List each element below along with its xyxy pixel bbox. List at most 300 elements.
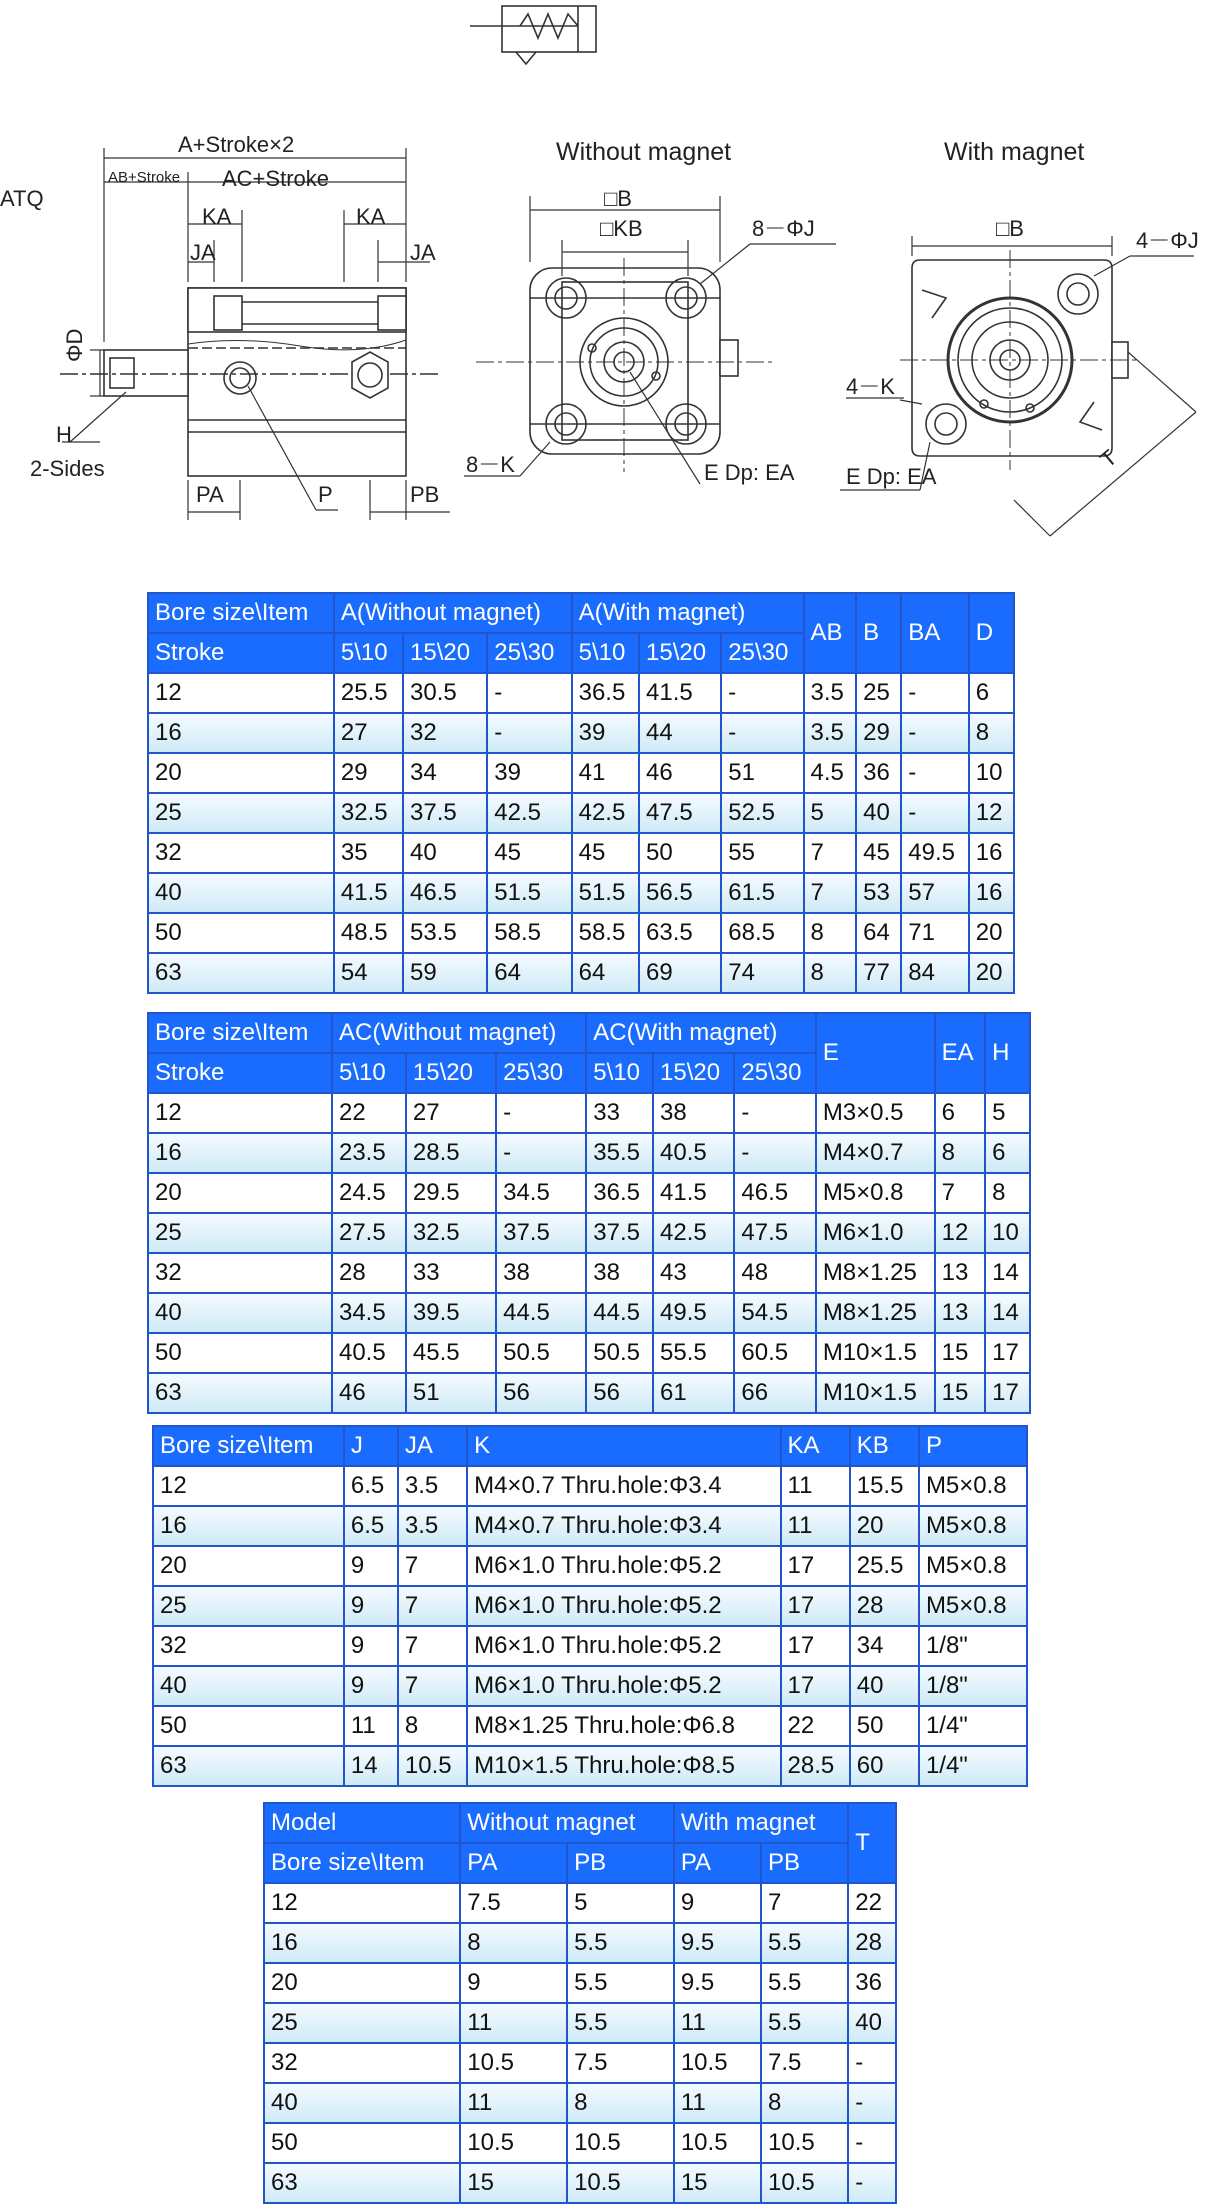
table-cell: 66	[734, 1373, 815, 1413]
table-cell: 45.5	[406, 1333, 496, 1373]
table-cell: 54.5	[734, 1293, 815, 1333]
table-cell: 9	[344, 1586, 398, 1626]
bore-size-cell: 20	[264, 1963, 460, 2003]
header-bore-size: Bore size\Item	[153, 1426, 344, 1466]
bore-size-cell: 20	[148, 753, 334, 793]
table-cell: M10×1.5	[816, 1373, 935, 1413]
table-cell: 1/4"	[919, 1706, 1027, 1746]
table-cell: 57	[901, 873, 968, 913]
dim-ja-left-label: JA	[190, 240, 216, 265]
table-cell: 5	[567, 1883, 674, 1923]
table-cell: M4×0.7 Thru.hole:Φ3.4	[467, 1466, 780, 1506]
table-row	[153, 1706, 1027, 1746]
table-cell: 32	[403, 713, 487, 753]
bore-size-cell: 63	[148, 953, 334, 993]
table-cell: 58.5	[572, 913, 639, 953]
wo-e-dp-label: E Dp: EA	[704, 460, 795, 485]
table-cell: 8	[567, 2083, 674, 2123]
table-cell: 40	[850, 1666, 919, 1706]
table-cell: 51	[406, 1373, 496, 1413]
table-cell: 6.5	[344, 1466, 398, 1506]
header-stroke: Stroke	[148, 1053, 332, 1093]
table-cell: 22	[848, 1883, 896, 1923]
table-cell: 14	[985, 1293, 1030, 1333]
table-row	[264, 2163, 896, 2203]
pneumatic-symbol-icon	[470, 6, 596, 64]
table-row	[264, 2043, 896, 2083]
table-cell: 45	[856, 833, 901, 873]
table-cell: 11	[460, 2083, 567, 2123]
table-cell: 41	[572, 753, 639, 793]
table-cell: -	[848, 2163, 896, 2203]
header-bore-size: Bore size\Item	[148, 593, 334, 633]
header-with-magnet: With magnet	[674, 1803, 848, 1843]
table-row	[148, 953, 1014, 993]
table-row	[153, 1626, 1027, 1666]
table-cell: 69	[639, 953, 721, 993]
table-cell: 7	[761, 1883, 848, 1923]
table-cell: 15	[935, 1333, 986, 1373]
table-cell: 20	[969, 953, 1014, 993]
table-cell: 28	[850, 1586, 919, 1626]
wo-k-label: 8－K	[466, 452, 515, 477]
table-cell: 3.5	[804, 713, 857, 753]
table-cell: 8	[460, 1923, 567, 1963]
table-mounting-dimensions	[152, 1425, 1028, 1787]
table-cell: 15	[674, 2163, 761, 2203]
table-cell: 37.5	[496, 1213, 586, 1253]
table-cell: 7	[804, 873, 857, 913]
wo-phi-j-label: 8－ΦJ	[752, 216, 815, 241]
table-cell: 54	[334, 953, 403, 993]
bore-size-cell: 50	[153, 1706, 344, 1746]
table-cell: 34	[850, 1626, 919, 1666]
table-cell: 27	[406, 1093, 496, 1133]
two-sides-label: 2-Sides	[30, 456, 105, 481]
side-view-cylinder	[60, 288, 440, 476]
table-cell: 41.5	[639, 673, 721, 713]
bore-size-cell: 40	[264, 2083, 460, 2123]
table-cell: 25.5	[850, 1546, 919, 1586]
bore-size-cell: 63	[153, 1746, 344, 1786]
table-cell: 36	[848, 1963, 896, 2003]
table-cell: 10	[969, 753, 1014, 793]
table-cell: 41.5	[334, 873, 403, 913]
header-stroke-range: 5\10	[334, 633, 403, 673]
table-cell: 10.5	[761, 2163, 848, 2203]
dim-phi-d-label: ΦD	[62, 328, 87, 362]
table-row	[153, 1546, 1027, 1586]
table-cell: 7.5	[761, 2043, 848, 2083]
table-cell: 10.5	[674, 2043, 761, 2083]
table-cell: 3.5	[398, 1466, 467, 1506]
table-cell: -	[496, 1093, 586, 1133]
table-cell: 5.5	[567, 1923, 674, 1963]
header-bore-size: Bore size\Item	[148, 1013, 332, 1053]
table-cell: 9	[344, 1626, 398, 1666]
table-cell: 10.5	[567, 2123, 674, 2163]
table-cell: 38	[653, 1093, 734, 1133]
table-cell: 10.5	[567, 2163, 674, 2203]
table-cell: 34.5	[332, 1293, 406, 1333]
table-cell: 44.5	[586, 1293, 653, 1333]
dim-h-label: H	[56, 422, 72, 447]
table-cell: 51	[721, 753, 803, 793]
table-cell: 35	[334, 833, 403, 873]
table-cell: 64	[856, 913, 901, 953]
table-cell: 40	[856, 793, 901, 833]
table-cell: 68.5	[721, 913, 803, 953]
header-bore-size: Bore size\Item	[264, 1843, 460, 1883]
table-cell: 37.5	[403, 793, 487, 833]
table-row	[153, 1466, 1027, 1506]
table-cell: 8	[935, 1133, 986, 1173]
table-cell: 55.5	[653, 1333, 734, 1373]
dim-ka-right-label: KA	[356, 204, 386, 229]
table-cell: 8	[398, 1706, 467, 1746]
table-cell: 3.5	[398, 1506, 467, 1546]
table-cell: 10.5	[460, 2043, 567, 2083]
w-k-label: 4－K	[846, 374, 895, 399]
bore-size-cell: 40	[148, 873, 334, 913]
table-row	[148, 753, 1014, 793]
table-cell: 50.5	[496, 1333, 586, 1373]
table-cell: 40	[848, 2003, 896, 2043]
table-cell: 11	[344, 1706, 398, 1746]
table-cell: M10×1.5 Thru.hole:Φ8.5	[467, 1746, 780, 1786]
table-row	[264, 2123, 896, 2163]
table-cell: 63.5	[639, 913, 721, 953]
table-cell: 50	[639, 833, 721, 873]
table-cell: 8	[804, 953, 857, 993]
table-cell: 15	[935, 1373, 986, 1413]
table-cell: 7.5	[567, 2043, 674, 2083]
table-cell: 6	[985, 1133, 1030, 1173]
table-cell: 39	[487, 753, 571, 793]
table-cell: 46.5	[403, 873, 487, 913]
dim-pb-label: PB	[410, 482, 440, 507]
table-cell: 45	[487, 833, 571, 873]
header-model: Model	[264, 1803, 460, 1843]
table-cell: 38	[496, 1253, 586, 1293]
table-cell: 61	[653, 1373, 734, 1413]
bore-size-cell: 20	[148, 1173, 332, 1213]
bore-size-cell: 50	[148, 1333, 332, 1373]
table-cell: M8×1.25	[816, 1253, 935, 1293]
table-cell: 41.5	[653, 1173, 734, 1213]
header-pb: PB	[567, 1843, 674, 1883]
table-cell: 42.5	[487, 793, 571, 833]
header-stroke-range: 5\10	[586, 1053, 653, 1093]
table-cell: 29	[334, 753, 403, 793]
table-row	[148, 793, 1014, 833]
header-j: J	[344, 1426, 398, 1466]
table-cell: 43	[653, 1253, 734, 1293]
table-row	[148, 1173, 1030, 1213]
header-e: E	[816, 1013, 935, 1093]
table-cell: 1/4"	[919, 1746, 1027, 1786]
side-label: ATQ	[0, 186, 44, 211]
header-d: D	[969, 593, 1014, 673]
table-cell: 17	[781, 1626, 850, 1666]
dim-pa-label: PA	[196, 482, 224, 507]
table-cell: 50.5	[586, 1333, 653, 1373]
table-cell: -	[734, 1133, 815, 1173]
table-cell: 32.5	[406, 1213, 496, 1253]
table-cell: 40.5	[332, 1333, 406, 1373]
table-cell: 44	[639, 713, 721, 753]
bore-size-cell: 25	[153, 1586, 344, 1626]
table-cell: -	[496, 1133, 586, 1173]
bore-size-cell: 40	[153, 1666, 344, 1706]
table-cell: 20	[969, 913, 1014, 953]
table-cell: 16	[969, 873, 1014, 913]
w-b-label: □B	[996, 216, 1024, 241]
table-cell: 5	[804, 793, 857, 833]
header-stroke-range: 15\20	[639, 633, 721, 673]
table-cell: 7	[398, 1586, 467, 1626]
table-cell: 55	[721, 833, 803, 873]
table-cell: 9	[344, 1546, 398, 1586]
table-cell: 7	[398, 1626, 467, 1666]
table-cell: 7	[804, 833, 857, 873]
w-t-label: T	[1095, 444, 1122, 473]
table-cell: 51.5	[572, 873, 639, 913]
bore-size-cell: 63	[264, 2163, 460, 2203]
table-cell: 45	[572, 833, 639, 873]
table-cell: M4×0.7 Thru.hole:Φ3.4	[467, 1506, 780, 1546]
table-cell: 36	[856, 753, 901, 793]
table-cell: -	[848, 2123, 896, 2163]
table-cell: 47.5	[734, 1213, 815, 1253]
header-p: P	[919, 1426, 1027, 1466]
table-row	[264, 1963, 896, 2003]
header-ba: BA	[901, 593, 968, 673]
table-cell: M8×1.25	[816, 1293, 935, 1333]
table-cell: 47.5	[639, 793, 721, 833]
table-cell: 11	[674, 2083, 761, 2123]
table-cell: 37.5	[586, 1213, 653, 1253]
table-cell: 60	[850, 1746, 919, 1786]
bore-size-cell: 16	[264, 1923, 460, 1963]
header-kb: KB	[850, 1426, 919, 1466]
table-row	[148, 1293, 1030, 1333]
table-cell: 50	[850, 1706, 919, 1746]
header-stroke-range: 15\20	[653, 1053, 734, 1093]
table-cell: 5.5	[567, 1963, 674, 2003]
bore-size-cell: 50	[264, 2123, 460, 2163]
table-cell: -	[848, 2083, 896, 2123]
header-stroke-range: 5\10	[332, 1053, 406, 1093]
table-row	[148, 1373, 1030, 1413]
table-cell: 7	[398, 1546, 467, 1586]
table-cell: 11	[781, 1466, 850, 1506]
table-cell: 12	[969, 793, 1014, 833]
table-cell: 9.5	[674, 1923, 761, 1963]
table-cell: M3×0.5	[816, 1093, 935, 1133]
table-cell: 3.5	[804, 673, 857, 713]
table-cell: 9	[460, 1963, 567, 2003]
table-cell: 53	[856, 873, 901, 913]
bore-size-cell: 25	[148, 1213, 332, 1253]
bore-size-cell: 16	[148, 1133, 332, 1173]
bore-size-cell: 12	[153, 1466, 344, 1506]
table-cell: -	[721, 713, 803, 753]
bore-size-cell: 50	[148, 913, 334, 953]
table-cell: 5	[985, 1093, 1030, 1133]
with-magnet-title: With magnet	[944, 138, 1085, 166]
header-stroke-range: 25\30	[734, 1053, 815, 1093]
table-cell: 77	[856, 953, 901, 993]
table-cell: M8×1.25 Thru.hole:Φ6.8	[467, 1706, 780, 1746]
table-row	[153, 1746, 1027, 1786]
bore-size-cell: 40	[148, 1293, 332, 1333]
bore-size-cell: 25	[148, 793, 334, 833]
table-cell: 32.5	[334, 793, 403, 833]
table-cell: 34	[403, 753, 487, 793]
table-cell: 17	[781, 1546, 850, 1586]
table-cell: 17	[985, 1373, 1030, 1413]
table-cell: 9	[674, 1883, 761, 1923]
table-cell: 28	[848, 1923, 896, 1963]
table-cell: -	[487, 673, 571, 713]
table-cell: 46.5	[734, 1173, 815, 1213]
table-cell: 74	[721, 953, 803, 993]
table-cell: 33	[586, 1093, 653, 1133]
table-cell: -	[901, 713, 968, 753]
table-cell: 16	[969, 833, 1014, 873]
dim-a-stroke-label: A+Stroke×2	[178, 132, 295, 157]
table-row	[153, 1666, 1027, 1706]
table-cell: 64	[487, 953, 571, 993]
table-cell: 25	[856, 673, 901, 713]
bore-size-cell: 12	[148, 1093, 332, 1133]
table-cell: 6	[935, 1093, 986, 1133]
table-cell: 30.5	[403, 673, 487, 713]
bore-size-cell: 32	[148, 833, 334, 873]
table-cell: 10	[985, 1213, 1030, 1253]
table-cell: -	[848, 2043, 896, 2083]
table-cell: 1/8"	[919, 1666, 1027, 1706]
header-pa: PA	[674, 1843, 761, 1883]
table-cell: 38	[586, 1253, 653, 1293]
table-cell: 7	[398, 1666, 467, 1706]
bore-size-cell: 12	[264, 1883, 460, 1923]
table-cell: 27	[334, 713, 403, 753]
table-cell: 8	[804, 913, 857, 953]
table-cell: 10.5	[674, 2123, 761, 2163]
table-row	[148, 1253, 1030, 1293]
table-cell: 39.5	[406, 1293, 496, 1333]
header-ac-without-magnet: AC(Without magnet)	[332, 1013, 586, 1053]
table-cell: 58.5	[487, 913, 571, 953]
header-stroke-range: 25\30	[496, 1053, 586, 1093]
table-cell: 17	[985, 1333, 1030, 1373]
dim-ja-right-label: JA	[410, 240, 436, 265]
header-stroke-range: 15\20	[403, 633, 487, 673]
table-cell: M4×0.7	[816, 1133, 935, 1173]
table-cell: 53.5	[403, 913, 487, 953]
table-cell: 22	[332, 1093, 406, 1133]
table-cell: 61.5	[721, 873, 803, 913]
table-cell: 51.5	[487, 873, 571, 913]
table-cell: 7	[935, 1173, 986, 1213]
w-e-dp-label: E Dp: EA	[846, 464, 937, 489]
table-cell: 39	[572, 713, 639, 753]
table-cell: 42.5	[572, 793, 639, 833]
table-cell: M6×1.0 Thru.hole:Φ5.2	[467, 1626, 780, 1666]
header-stroke-range: 25\30	[721, 633, 803, 673]
table-row	[148, 873, 1014, 913]
table-cell: 48.5	[334, 913, 403, 953]
table-cell: M6×1.0 Thru.hole:Φ5.2	[467, 1586, 780, 1626]
table-cell: 5.5	[761, 2003, 848, 2043]
table-cell: M10×1.5	[816, 1333, 935, 1373]
table-cell: 25.5	[334, 673, 403, 713]
dim-ac-stroke-label: AC+Stroke	[222, 166, 329, 191]
table-row	[148, 1093, 1030, 1133]
table-cell: 5.5	[567, 2003, 674, 2043]
table-cell: 28	[332, 1253, 406, 1293]
header-stroke-range: 5\10	[572, 633, 639, 673]
wo-b-label: □B	[604, 186, 632, 211]
table-cell: 46	[332, 1373, 406, 1413]
table-cell: 10.5	[761, 2123, 848, 2163]
table-cell: 6.5	[344, 1506, 398, 1546]
table-cell: 10.5	[398, 1746, 467, 1786]
table-row	[148, 1133, 1030, 1173]
header-ea: EA	[935, 1013, 986, 1093]
table-cell: -	[901, 793, 968, 833]
table-cell: 71	[901, 913, 968, 953]
front-view-without-magnet	[476, 258, 772, 472]
table-cell: 10.5	[460, 2123, 567, 2163]
header-a-without-magnet: A(Without magnet)	[334, 593, 572, 633]
header-h: H	[985, 1013, 1030, 1093]
technical-drawing	[0, 0, 1222, 560]
table-row	[148, 713, 1014, 753]
table-cell: -	[901, 753, 968, 793]
table-cell: 35.5	[586, 1133, 653, 1173]
table-cell: 48	[734, 1253, 815, 1293]
table-cell: 5.5	[761, 1923, 848, 1963]
bore-size-cell: 32	[148, 1253, 332, 1293]
table-cell: 4.5	[804, 753, 857, 793]
table-cell: -	[487, 713, 571, 753]
front-view-with-magnet	[900, 250, 1140, 473]
table-cell: 49.5	[901, 833, 968, 873]
table-port-position	[263, 1802, 897, 2204]
table-cell: 22	[781, 1706, 850, 1746]
table-cell: 13	[935, 1253, 986, 1293]
table-cell: 11	[460, 2003, 567, 2043]
dim-p-label: P	[318, 482, 333, 507]
table-cell: 56	[496, 1373, 586, 1413]
table-row	[264, 1883, 896, 1923]
bore-size-cell: 63	[148, 1373, 332, 1413]
table-cell: 17	[781, 1586, 850, 1626]
table-cell: 6	[969, 673, 1014, 713]
table-cell: 9.5	[674, 1963, 761, 2003]
table-cell: 27.5	[332, 1213, 406, 1253]
table-cell: 5.5	[761, 1963, 848, 2003]
table-cell: M5×0.8	[816, 1173, 935, 1213]
table-row	[264, 2003, 896, 2043]
w-phi-j-label: 4－ΦJ	[1136, 228, 1199, 253]
table-row	[153, 1506, 1027, 1546]
table-row	[148, 833, 1014, 873]
header-ab: AB	[804, 593, 857, 673]
